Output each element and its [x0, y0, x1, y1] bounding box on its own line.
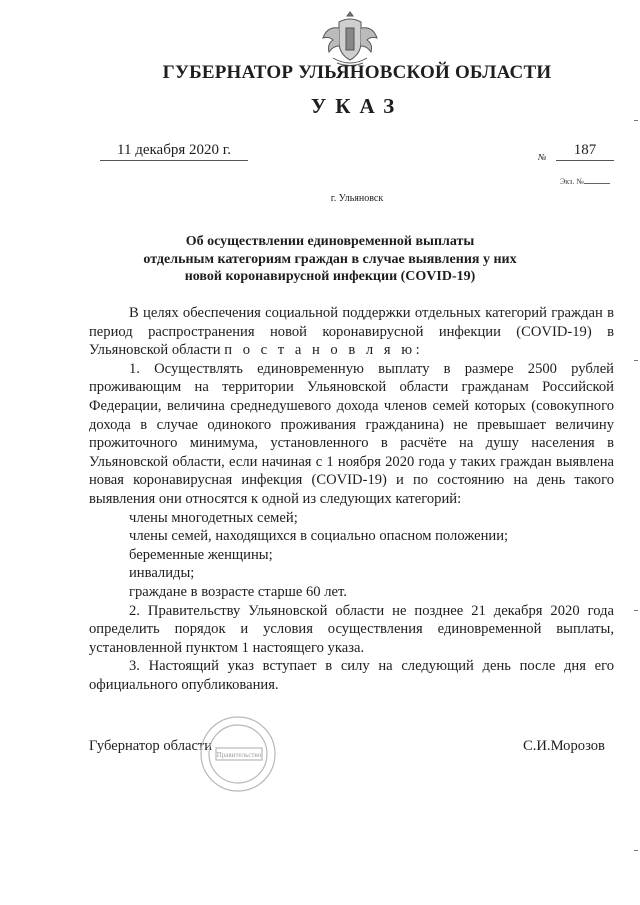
official-stamp-icon: [198, 714, 278, 794]
document-type: УКАЗ: [310, 94, 404, 118]
resolve-word: п о с т а н о в л я ю:: [224, 342, 424, 359]
category-item: инвалиды;: [129, 565, 195, 582]
category-item: граждане в возрасте старше 60 лет.: [129, 583, 347, 600]
intro-text: В целях обеспечения социальной поддержки отдельных категорий граждан в период распространения новой коронавирусной инфекции (COVID-19) в Ульяновской области: [89, 305, 614, 359]
number-label: №: [538, 152, 547, 162]
copy-number: [560, 177, 610, 186]
decree-subject: [140, 233, 520, 286]
category-item: беременные женщины;: [129, 546, 273, 563]
stamp-text: Правительство: [216, 751, 262, 759]
category-item: члены семей, находящихся в социально опасном положении;: [129, 528, 509, 545]
edge-mark: [634, 610, 638, 611]
signatory-name: С.И.Морозов: [523, 738, 605, 754]
intro-paragraph: [89, 304, 614, 360]
decree-body: [89, 304, 614, 694]
edge-mark: [634, 850, 638, 851]
clause-2: 2. Правительству Ульяновской области не позднее 21 декабря 2020 года определить порядок и условия осуществления единовременной выплаты, установленной пунктом 1 настоящего указа.: [89, 602, 614, 656]
subject-line: новой коронавирусной инфекции (COVID-19): [184, 269, 476, 284]
subject-line: отдельным категориям граждан в случае выявления у них: [143, 251, 517, 267]
decree-number: 187: [556, 142, 614, 161]
issuer-title: ГУБЕРНАТОР УЛЬЯНОВСКОЙ ОБЛАСТИ: [162, 62, 552, 83]
city: г. Ульяновск: [330, 193, 384, 204]
clause-3: 3. Настоящий указ вступает в силу на следующий день после дня его официального опубликования.: [89, 658, 614, 693]
clause-1: 1. Осуществлять единовременную выплату в размере 2500 рублей проживающим на территории Ульяновской области гражданам Российской Федерации, величина среднедушевого дохода членов семей которых (совокупного дохода в случае одинокого проживания гражданина) не превышает величину прожиточного минимума, установленного в расчёте на душу населения в Ульяновской области, если начиная с 1 ноября 2020 года у таких граждан выявлена новая коронавирусная инфекция (COVID-19) и по состоянию на день такого выявления они относятся к одной из следующих категорий:: [89, 360, 614, 507]
edge-mark: [634, 120, 638, 121]
signatory-position: Губернатор области: [89, 738, 213, 754]
subject-line: Об осуществлении единовременной выплаты: [185, 234, 475, 249]
coat-of-arms-icon: [319, 8, 381, 68]
category-item: члены многодетных семей;: [129, 509, 298, 526]
copy-label: Экз. №: [560, 177, 584, 186]
copy-blank: [584, 183, 610, 184]
edge-mark: [634, 360, 638, 361]
decree-date: 11 декабря 2020 г.: [100, 142, 248, 161]
